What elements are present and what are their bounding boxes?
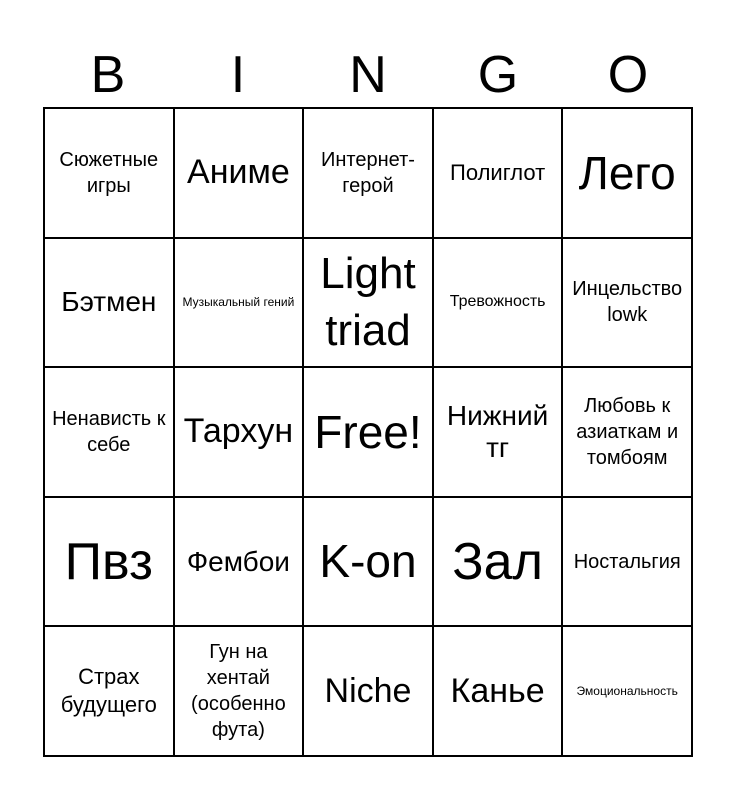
header-letter-n: N	[349, 46, 387, 104]
bingo-cell[interactable]: Ностальгия	[563, 498, 693, 628]
bingo-cell[interactable]: Пвз	[45, 498, 175, 628]
header-letter-b: B	[90, 46, 126, 104]
bingo-cell[interactable]: Бэтмен	[45, 239, 175, 369]
header-letter-i: I	[230, 46, 246, 104]
bingo-cell[interactable]: Аниме	[175, 109, 305, 239]
bingo-cell[interactable]: Лего	[563, 109, 693, 239]
bingo-cell[interactable]: Музыкальный гений	[175, 239, 305, 369]
header-letter-g: G	[477, 46, 519, 104]
bingo-cell[interactable]: Light triad	[304, 239, 434, 369]
header-letter-o: O	[607, 46, 649, 104]
bingo-cell[interactable]: Нижний тг	[434, 368, 564, 498]
bingo-cell[interactable]: Зал	[434, 498, 564, 628]
bingo-board	[43, 107, 693, 757]
bingo-header	[43, 42, 693, 108]
bingo-cell[interactable]: Страх будущего	[45, 627, 175, 757]
bingo-cell[interactable]: K-on	[304, 498, 434, 628]
bingo-cell[interactable]: Тревожность	[434, 239, 564, 369]
bingo-cell[interactable]: Niche	[304, 627, 434, 757]
bingo-cell[interactable]: Любовь к азиаткам и томбоям	[563, 368, 693, 498]
bingo-cell[interactable]: Сюжетные игры	[45, 109, 175, 239]
free-space-cell[interactable]: Free!	[304, 368, 434, 498]
bingo-cell[interactable]: Эмоциональность	[563, 627, 693, 757]
bingo-cell[interactable]: Тархун	[175, 368, 305, 498]
bingo-cell[interactable]: Интернет-герой	[304, 109, 434, 239]
bingo-cell[interactable]: Канье	[434, 627, 564, 757]
bingo-cell[interactable]: Фембои	[175, 498, 305, 628]
bingo-cell[interactable]: Полиглот	[434, 109, 564, 239]
bingo-cell[interactable]: Ненависть к себе	[45, 368, 175, 498]
bingo-cell[interactable]: Гун на хентай (особенно фута)	[175, 627, 305, 757]
bingo-cell[interactable]: Инцельство lowk	[563, 239, 693, 369]
